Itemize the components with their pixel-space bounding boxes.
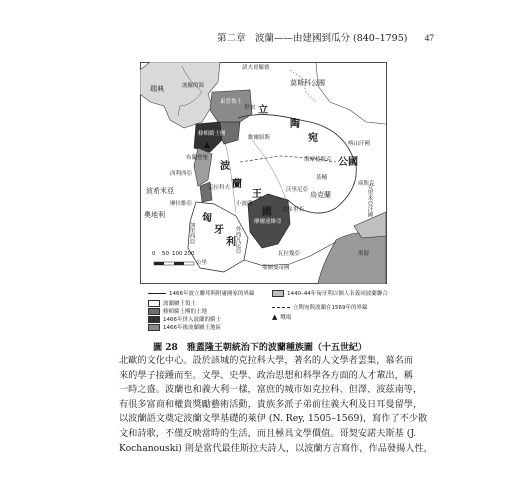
label-kursk: 庫斯克 — [358, 181, 375, 187]
legend-item-hungary-union: 1440–44年匈牙利以個人名義同波蘭聯合 — [272, 289, 388, 297]
white-swatch-icon — [148, 300, 160, 307]
running-header — [0, 30, 434, 44]
label-moravia: 摩拉維亞 — [170, 201, 193, 207]
label-hungary-1: 匈 — [202, 213, 212, 224]
label-hungary-2: 牙 — [214, 225, 224, 236]
label-kiev: 基輔 — [316, 175, 328, 181]
label-lithuania-tao: 陶 — [290, 119, 300, 130]
legend-item-1569-border: 立陶宛與波蘭在1569年的界線 — [272, 303, 368, 311]
legend-item-after-1466: 1466年後波蘭屬王地區 — [148, 323, 221, 331]
label-lithuania-wan: 宛 — [308, 133, 318, 144]
body-line: 北歐的文化中心。設於該城的克拉科大學，著名的人文學者雲集，慕名而 — [119, 355, 413, 366]
body-line: 以波蘭語文奠定波蘭文學基礎的萊伊 (N. Rey, 1505–1569)，寫作了不少散 — [119, 413, 428, 425]
dark-swatch-icon — [148, 316, 160, 323]
label-podolia: 波多里亞 — [282, 207, 305, 213]
label-ottoman: 鄂圖曼帝國 — [262, 265, 290, 271]
label-baltic-sea: 波羅的海 — [182, 83, 205, 89]
label-novgorod: 諾夫哥羅德 — [242, 65, 270, 71]
scale-50: 50 — [162, 251, 169, 257]
label-wallachia: 瓦拉幾亞 — [278, 251, 301, 257]
legend-item-crown-lands: 波蘭屬王領土 — [148, 299, 196, 307]
label-transylvania: 外西凡尼亞 — [234, 226, 241, 254]
label-kazan: 喀山汗國 — [348, 141, 371, 147]
battlefield-icon: ▲ — [272, 313, 278, 321]
label-galicia: 加里西亞 — [188, 222, 195, 244]
historical-map — [140, 62, 387, 284]
label-sweden: 瑞典 — [150, 85, 164, 93]
running-title: 第二章 波蘭——由建國到瓜分 (840–1795) — [216, 33, 408, 44]
solid-line-icon — [148, 293, 166, 294]
label-volhynia: 沃里尼亞 — [286, 187, 309, 193]
label-vilnius: 維爾紐斯 — [248, 135, 271, 141]
label-wang: 王 — [252, 189, 262, 200]
label-moldavia: 摩爾達維亞 — [254, 219, 282, 225]
scale-unit: 公里 — [196, 260, 208, 266]
body-text — [119, 354, 433, 456]
body-line: Kochanouski) 則是當代最佳斯拉夫詩人，以波蘭方言寫作，作品發揚人性， — [119, 442, 433, 454]
scale-0: 0 — [152, 251, 156, 257]
page-number: 47 — [424, 34, 434, 44]
label-guo: 國 — [262, 207, 272, 218]
mid-grey-swatch-icon — [148, 308, 160, 315]
label-hungary-3: 利 — [226, 237, 236, 248]
scale-200: 200 — [184, 251, 195, 257]
legend-item-annexed: 1466年併入波蘭的騎士 — [148, 315, 221, 323]
label-smolensk: 斯摩棱斯克 — [304, 157, 332, 163]
label-livonia: 立 — [258, 105, 268, 116]
legend-item-teutonic: 條頓騎士團的土地 — [148, 307, 207, 315]
label-poland-lan: 蘭 — [232, 179, 242, 190]
body-line: 有很多富商和權貴獎勵藝術活動，貴族多派子弟前往義大利及日耳曼留學， — [119, 398, 423, 410]
label-khanate: 克里米亞汗國 — [366, 184, 373, 217]
body-line: 文和詩歌，不僅反映當時的生活，而且極具文學價值。哥契安諾夫斯基 (J. — [119, 427, 417, 439]
label-silesia: 西利西亞 — [170, 171, 193, 177]
label-austria: 奧地利 — [144, 211, 165, 219]
dashed-line-icon — [272, 307, 290, 308]
label-brandenburg: 布蘭登堡 — [186, 155, 209, 161]
label-ukraine: 烏克蘭 — [310, 191, 331, 199]
label-lesser-poland: 小波蘭 — [236, 201, 253, 207]
legend-item-battlefield: ▲ 戰場 — [272, 313, 292, 321]
label-muscovy: 莫斯科公國 — [290, 79, 325, 87]
legend-item-border: 1466年波立聯邦與附庸國家的界線 — [148, 289, 255, 297]
figure-caption: 圖 28 雅蓋隆王朝統治下的波蘭種族圖（十五世紀） — [153, 343, 367, 353]
label-poland-bo: 波 — [220, 161, 230, 172]
body-line: 來的學子接踵而至。文學、史學、政治思想和科學各方面的人才輩出，稱 — [119, 369, 413, 381]
label-black-sea: 黑海 — [358, 251, 370, 257]
label-teutonic: 條頓騎士團 — [198, 131, 226, 137]
map-legend — [148, 289, 388, 334]
label-krakow: 克拉科夫 — [208, 185, 231, 191]
label-riga: 里加 — [244, 105, 256, 111]
label-east-prussia: 東普魯士 — [220, 99, 243, 105]
scale-100: 100 — [172, 251, 183, 257]
grey-swatch-icon — [148, 324, 160, 331]
body-line: 一時之盛。波蘭也和義大利一樣，富庶的城市如克拉科、但澤、波茲南等， — [119, 384, 423, 396]
label-bohemia: 波希米亞 — [146, 187, 174, 195]
label-grand-duchy: 公國 — [338, 157, 358, 168]
light-swatch-icon — [272, 290, 284, 297]
